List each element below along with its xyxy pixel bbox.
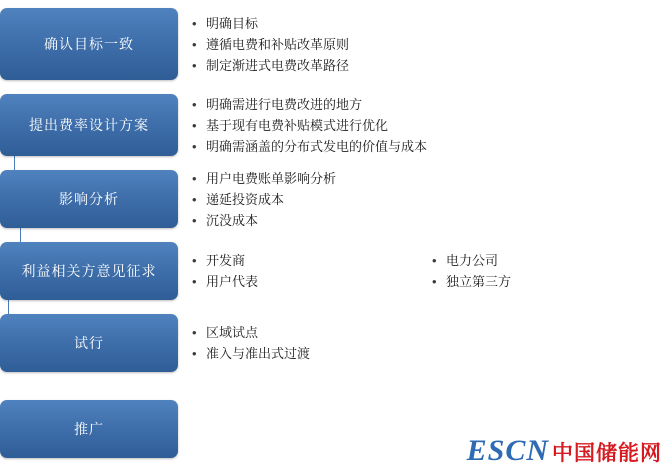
- bullet-item: [192, 271, 432, 292]
- bullet-dot: •: [432, 253, 437, 268]
- bullet-text: 明确目标: [206, 15, 259, 31]
- bullet-text: 准入与准出式过渡: [206, 346, 311, 361]
- bullet-item: [192, 189, 672, 210]
- bullet-text: 基于现有电费补贴模式进行优化: [206, 117, 389, 133]
- bullet-dot: •: [192, 191, 197, 207]
- bullet-text: 遵循电费和补贴改革原则: [206, 36, 350, 52]
- bullet-item: [192, 55, 672, 76]
- bullet-dot: •: [192, 117, 197, 133]
- bullet-text: 递延投资成本: [206, 191, 285, 207]
- bullet-text: 明确需进行电费改进的地方: [206, 96, 363, 112]
- flow-step-bullets: [178, 170, 672, 228]
- bullet-dot: •: [192, 15, 197, 31]
- flow-step-box[interactable]: [0, 94, 178, 156]
- bullet-item: [432, 271, 672, 292]
- flow-step-label: 确认目标一致: [44, 36, 134, 52]
- bullet-dot: •: [192, 325, 197, 340]
- flow-step-bullets: [178, 94, 672, 156]
- flow-step-label: 试行: [74, 335, 104, 351]
- bullet-text: 独立第三方: [446, 274, 512, 289]
- flow-step-box[interactable]: [0, 8, 178, 80]
- bullet-item: [192, 343, 672, 364]
- bullet-text: 用户电费账单影响分析: [206, 170, 337, 186]
- bullet-item: [192, 94, 672, 115]
- bullet-text: 用户代表: [206, 274, 259, 289]
- bullet-dot: •: [192, 170, 197, 186]
- bullet-dot: •: [192, 253, 197, 268]
- flow-step-box[interactable]: [0, 400, 178, 458]
- flow-step-bullets: [178, 314, 672, 372]
- bullet-item: [192, 322, 672, 343]
- bullet-item: [192, 34, 672, 55]
- flow-step-box[interactable]: [0, 170, 178, 228]
- bullet-item: [192, 250, 432, 271]
- flow-step-bullets: [178, 242, 672, 300]
- flow-step-bullets: [178, 8, 672, 80]
- flow-step-box[interactable]: [0, 314, 178, 372]
- bullet-dot: •: [192, 36, 197, 52]
- flow-step-box[interactable]: [0, 242, 178, 300]
- bullet-dot: •: [192, 57, 197, 73]
- bullet-item: [192, 168, 672, 189]
- bullet-item: [192, 13, 672, 34]
- bullet-dot: •: [192, 212, 197, 228]
- bullet-text: 沉没成本: [206, 212, 259, 228]
- bullet-dot: •: [192, 274, 197, 289]
- bullet-text: 制定渐进式电费改革路径: [206, 57, 350, 73]
- bullet-text: 区域试点: [206, 325, 259, 340]
- bullet-dot: •: [192, 346, 197, 361]
- bullet-item: [192, 136, 672, 157]
- watermark: [467, 434, 662, 468]
- flow-step-label: 影响分析: [59, 191, 119, 207]
- watermark-latin: ESCN: [466, 434, 549, 467]
- bullet-item: [432, 250, 672, 271]
- bullet-item: [192, 210, 672, 231]
- flow-step-row: [0, 242, 672, 300]
- bullet-dot: •: [192, 138, 197, 154]
- bullet-text: 电力公司: [446, 253, 499, 268]
- flow-step-row: [0, 8, 672, 80]
- bullet-text: 开发商: [206, 253, 246, 268]
- flow-step-row: [0, 314, 672, 372]
- flow-step-label: 提出费率设计方案: [29, 117, 149, 133]
- flow-step-row: [0, 170, 672, 228]
- watermark-chinese: 中国储能网: [552, 442, 662, 465]
- bullet-dot: •: [192, 96, 197, 112]
- flow-step-label: 利益相关方意见征求: [21, 263, 157, 279]
- flow-step-row: [0, 94, 672, 156]
- flow-step-label: 推广: [74, 421, 104, 437]
- bullet-text: 明确需涵盖的分布式发电的价值与成本: [206, 138, 428, 154]
- bullet-dot: •: [432, 274, 437, 289]
- bullet-item: [192, 115, 672, 136]
